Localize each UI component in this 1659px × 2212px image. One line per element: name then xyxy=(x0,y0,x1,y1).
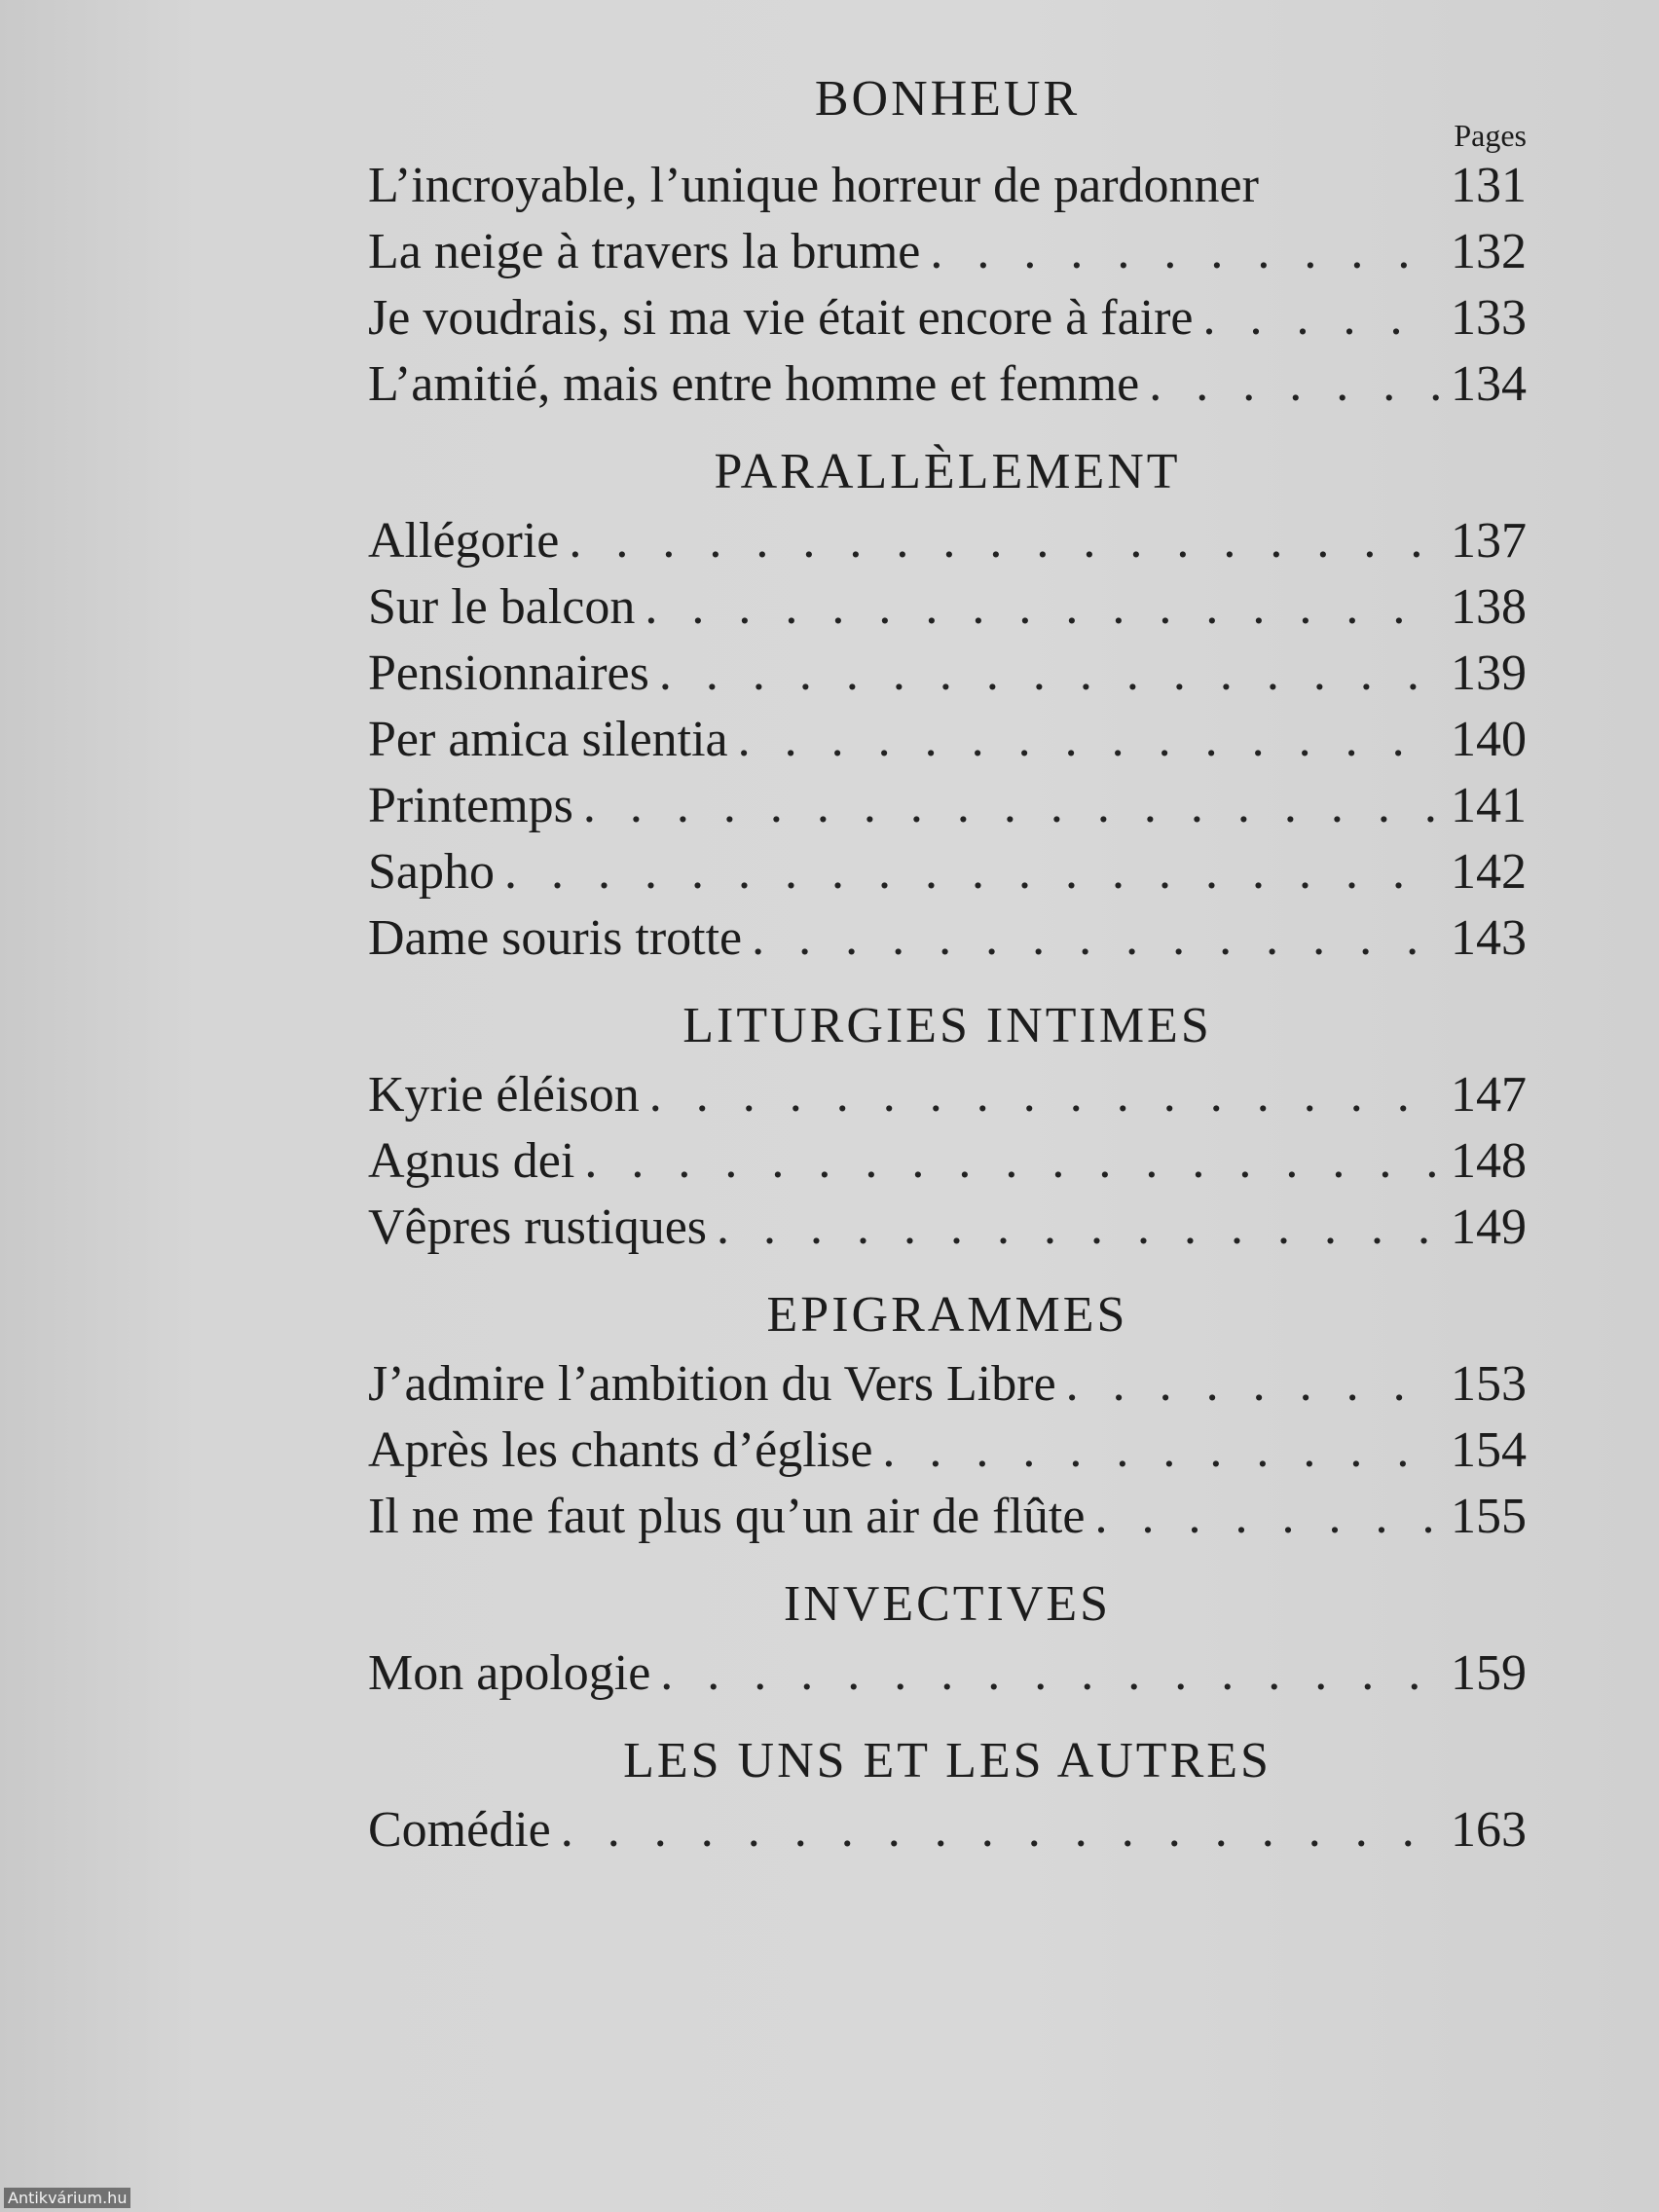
toc-section xyxy=(368,1286,1527,1550)
toc-section xyxy=(368,1575,1527,1707)
toc-section xyxy=(368,997,1527,1261)
toc-entry xyxy=(368,773,1527,839)
entry-title: Après les chants d’église xyxy=(368,1422,873,1478)
dot-leader xyxy=(930,219,1439,285)
entry-page: 140 xyxy=(1451,712,1527,767)
toc-entry xyxy=(368,707,1527,773)
entry-title: Pensionnaires xyxy=(368,645,649,701)
entry-title: Vêpres rustiques xyxy=(368,1199,708,1255)
entry-title: Allégorie xyxy=(368,513,560,569)
dot-leader xyxy=(569,508,1439,574)
table-of-contents xyxy=(368,70,1527,1889)
dot-leader xyxy=(645,574,1439,641)
toc-entry xyxy=(368,839,1527,905)
entry-title: La neige à travers la brume xyxy=(368,224,921,279)
entry-page: 132 xyxy=(1451,224,1527,279)
toc-entry xyxy=(368,641,1527,707)
toc-entry xyxy=(368,1418,1527,1484)
entry-title: J’admire l’ambition du Vers Libre xyxy=(368,1356,1056,1412)
dot-leader xyxy=(1203,285,1439,351)
dot-leader xyxy=(882,1418,1439,1484)
dot-leader xyxy=(717,1195,1439,1261)
dot-leader xyxy=(752,905,1439,972)
dot-leader xyxy=(1066,1351,1439,1418)
section-heading: INVECTIVES xyxy=(783,1576,1112,1632)
entry-title: Agnus dei xyxy=(368,1133,575,1189)
section-heading: LITURGIES INTIMES xyxy=(682,998,1212,1053)
entry-page: 141 xyxy=(1451,778,1527,833)
toc-section xyxy=(368,70,1527,418)
pages-column-label: Pages xyxy=(1454,118,1527,153)
toc-entry xyxy=(368,1062,1527,1128)
entry-title: Je voudrais, si ma vie était encore à faire xyxy=(368,290,1194,346)
entry-title: Sur le balcon xyxy=(368,579,636,635)
entry-page: 149 xyxy=(1451,1199,1527,1255)
entry-page: 163 xyxy=(1451,1802,1527,1858)
entry-page: 143 xyxy=(1451,910,1527,966)
entry-page: 131 xyxy=(1451,158,1527,213)
entry-page: 159 xyxy=(1451,1645,1527,1701)
entry-title: Il ne me faut plus qu’un air de flûte xyxy=(368,1489,1086,1544)
entry-page: 134 xyxy=(1451,356,1527,412)
dot-leader xyxy=(649,1062,1439,1128)
entry-title: Sapho xyxy=(368,844,495,900)
toc-entry xyxy=(368,153,1527,219)
toc-entry xyxy=(368,574,1527,641)
toc-entry xyxy=(368,351,1527,418)
dot-leader xyxy=(659,641,1439,707)
section-heading: LES UNS ET LES AUTRES xyxy=(623,1733,1272,1788)
dot-leader xyxy=(1149,351,1439,418)
toc-entry xyxy=(368,1797,1527,1863)
toc-entry xyxy=(368,219,1527,285)
toc-section xyxy=(368,443,1527,972)
toc-entry xyxy=(368,1484,1527,1550)
dot-leader xyxy=(504,839,1439,905)
entry-title: Dame souris trotte xyxy=(368,910,743,966)
entry-title: Comédie xyxy=(368,1802,551,1858)
entry-title: L’amitié, mais entre homme et femme xyxy=(368,356,1140,412)
toc-entry xyxy=(368,1351,1527,1418)
entry-title: Kyrie éléison xyxy=(368,1067,640,1123)
entry-page: 139 xyxy=(1451,645,1527,701)
entry-page: 142 xyxy=(1451,844,1527,900)
entry-page: 138 xyxy=(1451,579,1527,635)
entry-title: Mon apologie xyxy=(368,1645,651,1701)
dot-leader xyxy=(1094,1484,1439,1550)
entry-page: 155 xyxy=(1451,1489,1527,1544)
entry-page: 154 xyxy=(1451,1422,1527,1478)
entry-title: Per amica silentia xyxy=(368,712,728,767)
toc-section xyxy=(368,1732,1527,1863)
entry-title: Printemps xyxy=(368,778,573,833)
section-heading: PARALLÈLEMENT xyxy=(714,444,1181,499)
toc-entry xyxy=(368,905,1527,972)
section-heading: BONHEUR xyxy=(814,71,1081,127)
entry-title: L’incroyable, l’unique horreur de pardonner xyxy=(368,158,1259,213)
dot-leader xyxy=(660,1641,1439,1707)
toc-entry xyxy=(368,1641,1527,1707)
dot-leader xyxy=(738,707,1439,773)
entry-page: 147 xyxy=(1451,1067,1527,1123)
entry-page: 148 xyxy=(1451,1133,1527,1189)
watermark: Antikvárium.hu xyxy=(4,2188,130,2208)
entry-page: 133 xyxy=(1451,290,1527,346)
dot-leader xyxy=(561,1797,1439,1863)
section-heading: EPIGRAMMES xyxy=(766,1287,1128,1343)
dot-leader xyxy=(583,773,1439,839)
entry-page: 137 xyxy=(1451,513,1527,569)
toc-entry xyxy=(368,1195,1527,1261)
dot-leader xyxy=(584,1128,1439,1195)
entry-page: 153 xyxy=(1451,1356,1527,1412)
toc-entry xyxy=(368,508,1527,574)
toc-entry xyxy=(368,285,1527,351)
toc-entry xyxy=(368,1128,1527,1195)
